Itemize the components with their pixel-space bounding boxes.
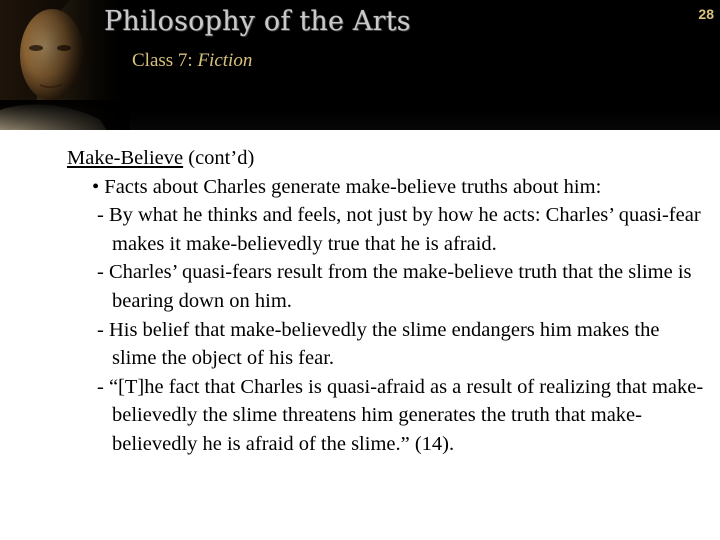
class-topic: Fiction <box>197 50 253 71</box>
bullet-point: • Facts about Charles generate make-believe truths about him: <box>92 175 602 198</box>
header-band <box>0 0 720 130</box>
heading-rest: (cont’d) <box>183 147 255 169</box>
class-subtitle <box>132 50 252 72</box>
page-number: 28 <box>698 6 714 22</box>
slide-content <box>67 144 707 459</box>
sub-item-1: - By what he thinks and feels, not just by how he acts: Charles’ quasi-fear makes it make-believedly true that he is afraid. <box>97 204 701 255</box>
sub-item-2: - Charles’ quasi-fears result from the make-believe truth that the slime is bearing down on him. <box>97 261 692 312</box>
sub-item-3: - His belief that make-believedly the slime endangers him makes the slime the object of his fear. <box>97 318 660 370</box>
section-heading <box>67 144 707 173</box>
course-title: Philosophy of the Arts <box>104 6 411 37</box>
header-fade <box>0 100 720 130</box>
class-label: Class 7: <box>132 50 193 71</box>
heading-underlined: Make-Believe <box>67 147 184 169</box>
sub-item-4: - “[T]he fact that Charles is quasi-afraid as a result of realizing that make-believedly the slime threatens him generates the truth that make-believedly he is afraid of the slime.” (14). <box>97 375 704 455</box>
